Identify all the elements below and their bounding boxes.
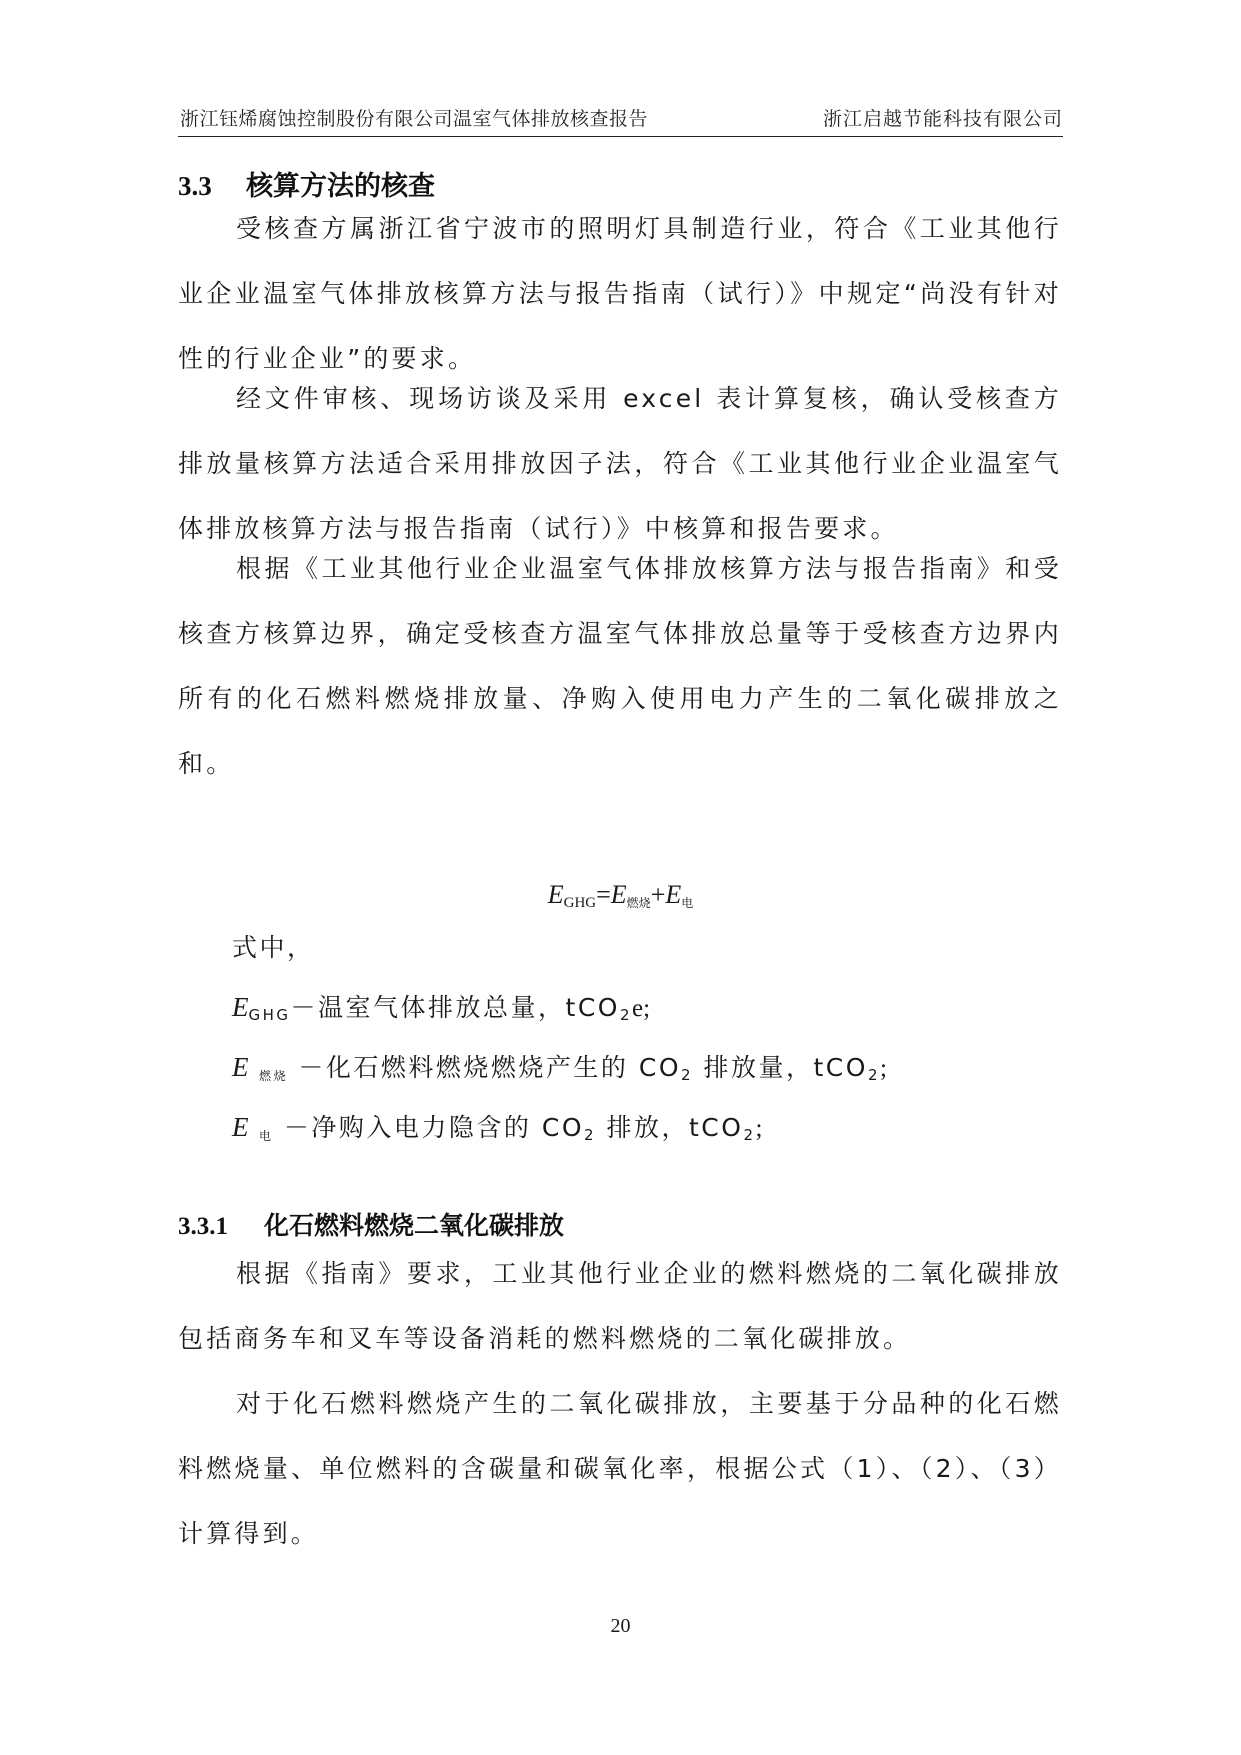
- formula-t1: E: [610, 880, 627, 909]
- def-mid: 排放量，tCO: [693, 1053, 868, 1082]
- formula-eq: =: [596, 880, 611, 909]
- def-symbol: E: [232, 1052, 249, 1082]
- def-subscript: 电: [258, 1129, 274, 1143]
- section-number: 3.3: [178, 171, 212, 201]
- subsection-heading: [178, 1206, 564, 1242]
- def-text: －温室气体排放总量，tCO: [290, 993, 620, 1022]
- formula-t2-sub: 电: [681, 896, 694, 910]
- def-subscript: GHG: [248, 1006, 291, 1024]
- def-subscript: 燃烧: [258, 1069, 288, 1083]
- paragraph-method: 经文件审核、现场访谈及采用 excel 表计算复核，确认受核查方排放量核算方法适合采用排放因子法，符合《工业其他行业企业温室气体排放核算方法与报告指南（试行）》中核算和报告要求。: [178, 384, 1062, 543]
- def-mid: 排放，tCO: [596, 1113, 744, 1142]
- def-tail: ;: [880, 1055, 887, 1082]
- def-sub2: 2: [619, 1006, 633, 1024]
- subsection-title: 化石燃料燃烧二氧化碳排放: [264, 1211, 565, 1240]
- def-symbol: E: [232, 992, 249, 1022]
- header-report-title: 浙江钰烯腐蚀控制股份有限公司温室气体排放核查报告: [180, 108, 649, 130]
- section-title: 核算方法的核查: [246, 171, 435, 202]
- def-sub3: 2: [743, 1126, 756, 1144]
- definition-e-ghg: [232, 988, 650, 1024]
- subsection-number: 3.3.1: [178, 1213, 228, 1240]
- formula-plus: +: [650, 880, 666, 909]
- page-header: [178, 100, 1063, 137]
- formula-lhs: E: [547, 880, 564, 909]
- formula-t1-sub: 燃烧: [626, 896, 651, 910]
- emission-formula: [0, 880, 1241, 912]
- definition-e-electricity: [232, 1108, 762, 1144]
- def-sub2: 2: [681, 1066, 694, 1084]
- def-sub2: 2: [584, 1126, 597, 1144]
- page-number: 20: [610, 1615, 631, 1637]
- def-sub3: 2: [867, 1066, 880, 1084]
- where-label: 式中，: [232, 933, 315, 962]
- def-text: －净购入电力隐含的 CO: [283, 1113, 585, 1142]
- definition-e-combustion: [232, 1048, 887, 1084]
- def-tail: e;: [632, 995, 651, 1022]
- def-symbol: E: [232, 1112, 249, 1142]
- header-company: 浙江启越节能科技有限公司: [822, 108, 1063, 130]
- def-text: －化石燃料燃烧燃烧产生的 CO: [298, 1053, 682, 1082]
- def-tail: ;: [755, 1115, 763, 1142]
- formula-lhs-sub: GHG: [563, 895, 597, 911]
- paragraph-calculation: 对于化石燃料燃烧产生的二氧化碳排放，主要基于分品种的化石燃料燃烧量、单位燃料的含碳量和碳氧化率，根据公式（1）、（2）、（3）计算得到。: [178, 1389, 1062, 1548]
- paragraph-boundary: 根据《工业其他行业企业温室气体排放核算方法与报告指南》和受核查方核算边界，确定受核查方温室气体排放总量等于受核查方边界内所有的化石燃料燃烧排放量、净购入使用电力产生的二氧化碳排放之和。: [178, 554, 1062, 778]
- paragraph-guide: 根据《指南》要求，工业其他行业企业的燃料燃烧的二氧化碳排放包括商务车和叉车等设备消耗的燃料燃烧的二氧化碳排放。: [178, 1259, 1062, 1353]
- formula-t2: E: [665, 880, 682, 909]
- paragraph-industry: 受核查方属浙江省宁波市的照明灯具制造行业，符合《工业其他行业企业温室气体排放核算方法与报告指南（试行）》中规定“尚没有针对性的行业企业”的要求。: [178, 214, 1062, 373]
